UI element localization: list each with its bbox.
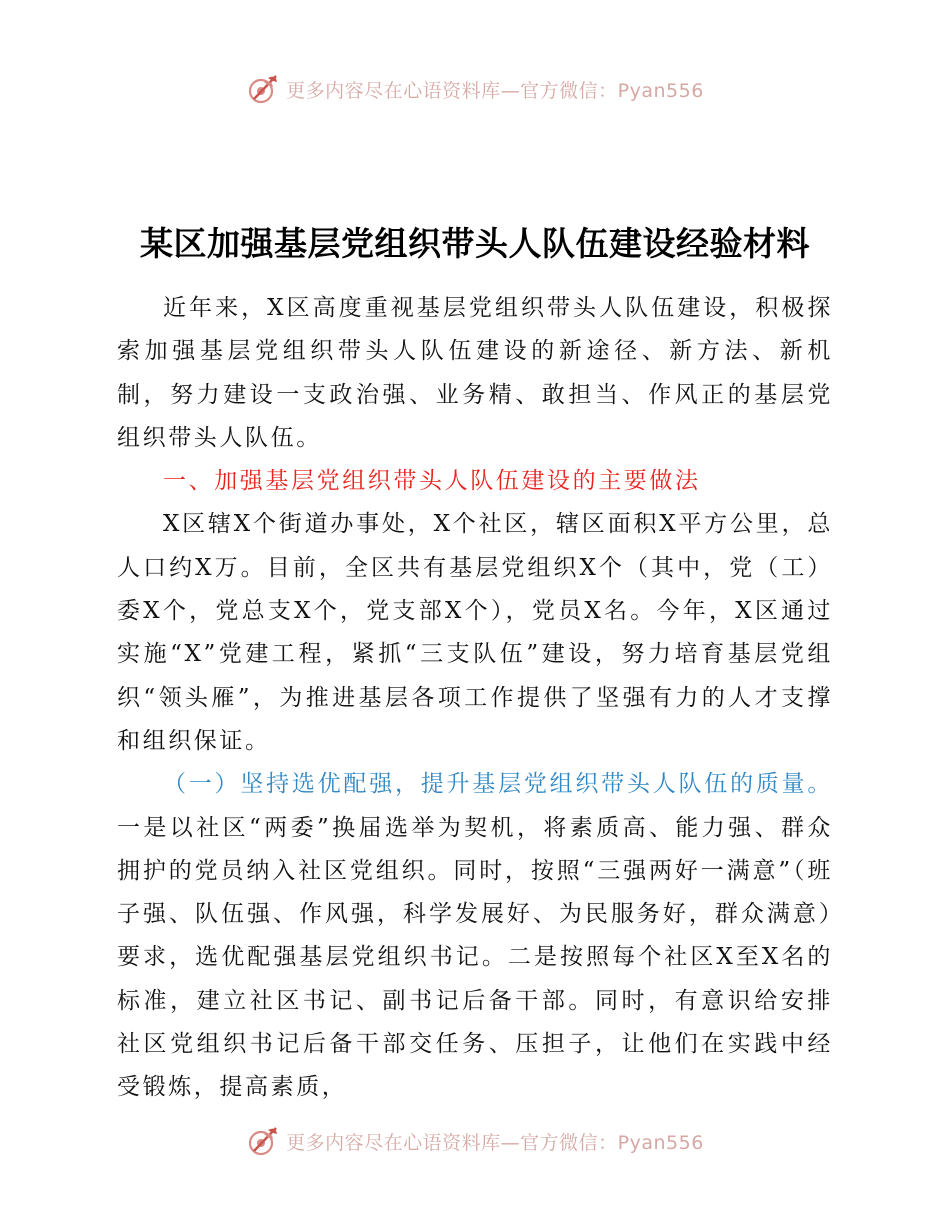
section-paragraph: X区辖X个街道办事处，X个社区，辖区面积X平方公里，总人口约X万。目前，全区共有基层党组织X个（其中，党（工）委X个，党总支X个，党支部X个），党员X名。今年，X区通过实施“X”党建工程，紧抓“三支队伍”建设，努力培育基层党组织“领头雁”，为推进基层各项工作提供了坚强有力的人才支撑和组织保证。	[117, 511, 833, 754]
document-body	[117, 287, 833, 1110]
subsection-paragraph	[117, 763, 833, 1109]
header-watermark	[0, 72, 950, 106]
feather-quill-seal-icon	[246, 72, 280, 106]
watermark-text: 更多内容尽在心语资料库—官方微信：Pyan556	[286, 1131, 704, 1154]
watermark-text: 更多内容尽在心语资料库—官方微信：Pyan556	[286, 79, 704, 102]
subsection-heading: （一）坚持选优配强，提升基层党组织带头人队伍的质量。	[163, 771, 833, 798]
feather-quill-seal-icon	[246, 1124, 280, 1158]
section-heading: 一、加强基层党组织带头人队伍建设的主要做法	[163, 468, 701, 495]
intro-paragraph: 近年来，X区高度重视基层党组织带头人队伍建设，积极探索加强基层党组织带头人队伍建设的新途径、新方法、新机制，努力建设一支政治强、业务精、敢担当、作风正的基层党组织带头人队伍。	[117, 295, 833, 451]
footer-watermark	[0, 1124, 950, 1158]
subsection-text: 一是以社区“两委”换届选举为契机，将素质高、能力强、群众拥护的党员纳入社区党组织。同时，按照“三强两好一满意”（班子强、队伍强、作风强，科学发展好、为民服务好，群众满意）要求，选优配强基层党组织书记。二是按照每个社区X至X名的标准，建立社区书记、副书记后备干部。同时，有意识给安排社区党组织书记后备干部交任务、压担子，让他们在实践中经受锻炼，提高素质，	[117, 814, 833, 1101]
document-title: 某区加强基层党组织带头人队伍建设经验材料	[140, 224, 810, 263]
